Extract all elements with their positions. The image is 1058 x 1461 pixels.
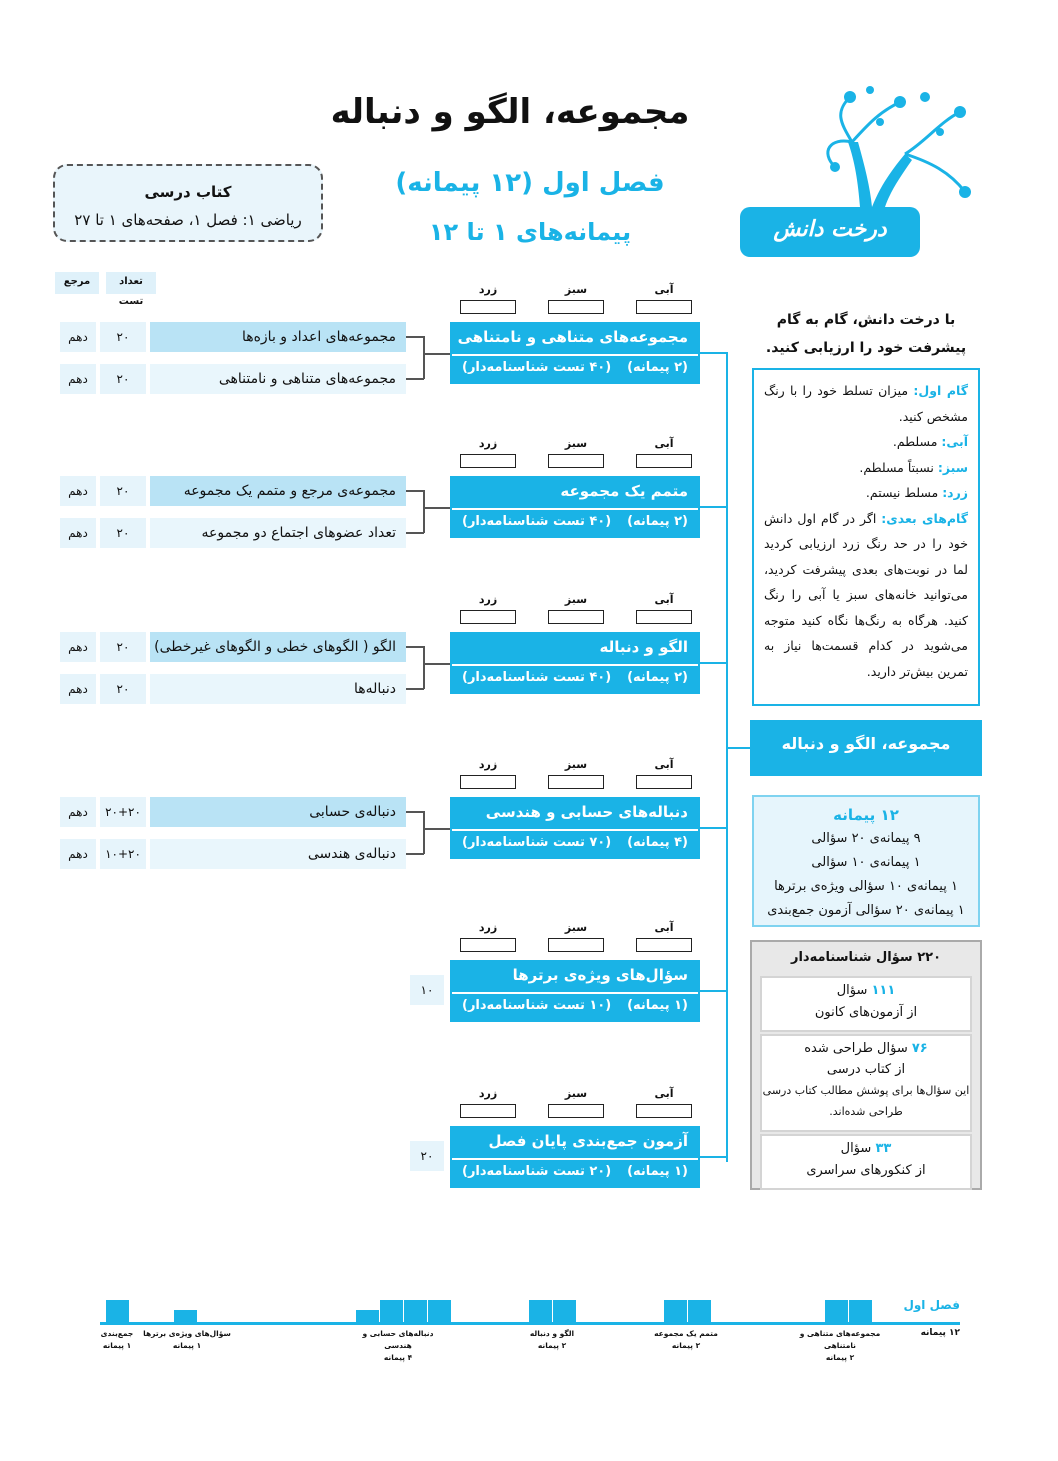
bracket-line xyxy=(406,853,424,855)
timeline-axis xyxy=(100,1322,960,1325)
timeline-item-name: دنباله‌های حسابی و هندسی xyxy=(362,1329,434,1350)
check-box-yellow[interactable] xyxy=(460,938,516,952)
timeline-unit xyxy=(664,1300,687,1322)
unit-range: پیمانه‌های ۱ تا ۱۲ xyxy=(428,218,632,246)
topic-count: ۲۰ xyxy=(100,322,146,352)
check-box-blue[interactable] xyxy=(636,610,692,624)
connector-line xyxy=(700,352,726,354)
topic-ref: دهم xyxy=(60,839,96,869)
timeline-unit xyxy=(106,1300,129,1322)
book-box xyxy=(760,1034,972,1132)
timeline-item-name: مجموعه‌های متناهی و نامتناهی xyxy=(799,1329,881,1350)
konkur-sub: از کنکورهای سراسری xyxy=(806,1163,926,1178)
textbook-ref: ریاضی ۱: فصل ۱، صفحه‌های ۱ تا ۲۷ xyxy=(74,211,302,229)
intro-text: با درخت دانش، گام به گام پیشرفت خود را ارزیابی کنید. xyxy=(765,312,967,356)
book-note: این سؤال‌ها برای پوشش مطالب کتاب درسی طراحی شده‌اند. xyxy=(762,1084,970,1118)
timeline-item-name: متمم یک مجموعه xyxy=(654,1329,718,1338)
check-box-yellow[interactable] xyxy=(460,775,516,789)
header-count: تعداد تست xyxy=(106,272,156,294)
check-label-blue: آبی xyxy=(654,1087,674,1100)
check-box-blue[interactable] xyxy=(636,775,692,789)
check-box-blue[interactable] xyxy=(636,300,692,314)
check-label-green: سبز xyxy=(564,921,588,934)
check-label-yellow: زرد xyxy=(478,283,498,296)
summary-line: ۹ پیمانه‌ی ۲۰ سؤالی xyxy=(811,831,921,846)
summary-line: ۱ پیمانه‌ی ۱۰ سؤالی ویژه‌ی برترها xyxy=(774,879,958,894)
timeline-label xyxy=(636,1328,736,1352)
check-label-green: سبز xyxy=(564,437,588,450)
check-box-green[interactable] xyxy=(548,300,604,314)
topic-name: مجموعه‌های اعداد و بازه‌ها xyxy=(150,322,406,352)
check-box-blue[interactable] xyxy=(636,454,692,468)
check-box-green[interactable] xyxy=(548,1104,604,1118)
check-box-yellow[interactable] xyxy=(460,1104,516,1118)
section-title: آزمون جمع‌بندی پایان فصل xyxy=(488,1132,688,1150)
bracket-line xyxy=(406,336,424,338)
timeline-item-units: ۲ پیمانه xyxy=(825,1353,855,1362)
timeline-total: ۱۲ پیمانه xyxy=(920,1328,960,1338)
timeline-unit xyxy=(529,1300,552,1322)
check-label-blue: آبی xyxy=(654,437,674,450)
side-title: مجموعه، الگو و دنباله xyxy=(750,720,982,776)
bracket-line xyxy=(406,646,424,648)
timeline-unit xyxy=(849,1300,872,1322)
topic-name: تعداد عضوهای اجتماع دو مجموعه xyxy=(150,518,406,548)
guide-blue-label: آبی: xyxy=(941,434,968,449)
timeline-unit xyxy=(356,1310,379,1322)
guide-box xyxy=(752,368,980,706)
section-divider xyxy=(452,1158,698,1160)
section-side-count: ۲۰ xyxy=(410,1141,444,1171)
timeline-item-name: جمع‌بندی xyxy=(100,1329,134,1338)
timeline-unit xyxy=(825,1300,848,1322)
topic-count: ۱۰+۲۰ xyxy=(100,839,146,869)
guide-yellow-label: زرد: xyxy=(942,485,968,500)
check-box-green[interactable] xyxy=(548,610,604,624)
check-box-green[interactable] xyxy=(548,938,604,952)
bracket-line xyxy=(423,336,425,379)
check-box-yellow[interactable] xyxy=(460,300,516,314)
connector-line xyxy=(700,506,726,508)
check-box-blue[interactable] xyxy=(636,1104,692,1118)
check-label-yellow: زرد xyxy=(478,1087,498,1100)
bracket-line xyxy=(423,663,450,665)
connector-line xyxy=(726,747,750,749)
section-tests: (۴۰ تست شناسنامه‌دار) xyxy=(462,360,612,375)
check-label-yellow: زرد xyxy=(478,437,498,450)
section-divider xyxy=(452,992,698,994)
section-divider xyxy=(452,664,698,666)
topic-name: دنباله‌ها xyxy=(150,674,406,704)
topic-ref: دهم xyxy=(60,518,96,548)
summary-line: ۱ پیمانه‌ی ۲۰ سؤالی آزمون جمع‌بندی xyxy=(767,903,965,918)
section-title: مجموعه‌های متناهی و نامتناهی xyxy=(457,328,688,346)
section-block xyxy=(450,797,700,859)
topic-ref: دهم xyxy=(60,674,96,704)
timeline-label xyxy=(348,1328,448,1364)
konkur-num: ۳۳ xyxy=(875,1141,892,1156)
section-title: سؤال‌های ویژه‌ی برترها xyxy=(512,966,688,984)
guide-step1-text: میزان تسلط خود را با رنگ مشخص کنید. xyxy=(764,383,968,424)
konkur-label: سؤال xyxy=(840,1141,872,1156)
check-label-blue: آبی xyxy=(654,593,674,606)
check-label-green: سبز xyxy=(564,758,588,771)
header-ref: مرجع xyxy=(55,272,99,294)
check-box-green[interactable] xyxy=(548,775,604,789)
connector-line xyxy=(700,662,726,664)
summary-line: ۱ پیمانه‌ی ۱۰ سؤالی xyxy=(811,855,921,870)
check-box-yellow[interactable] xyxy=(460,454,516,468)
timeline-unit xyxy=(380,1300,403,1322)
topic-ref: دهم xyxy=(60,364,96,394)
guide-step1-label: گام اول: xyxy=(913,383,968,398)
section-side-count: ۱۰ xyxy=(410,975,444,1005)
section-block xyxy=(450,476,700,538)
topic-name: الگو ( الگوهای خطی و الگوهای غیرخطی) xyxy=(150,632,406,662)
bracket-line xyxy=(406,811,424,813)
book-sub: از کتاب درسی xyxy=(826,1062,906,1077)
book-num: ۷۶ xyxy=(911,1041,928,1056)
topic-count: ۲۰ xyxy=(100,632,146,662)
timeline-label xyxy=(502,1328,602,1352)
check-label-yellow: زرد xyxy=(478,758,498,771)
kanoon-num: ۱۱۱ xyxy=(871,983,896,998)
bracket-line xyxy=(423,646,425,689)
check-label-blue: آبی xyxy=(654,921,674,934)
topic-ref: دهم xyxy=(60,476,96,506)
topic-ref: دهم xyxy=(60,632,96,662)
summary-title: ۱۲ پیمانه xyxy=(833,806,899,824)
topic-count: ۲۰ xyxy=(100,674,146,704)
bracket-line xyxy=(406,378,424,380)
check-box-yellow[interactable] xyxy=(460,610,516,624)
check-label-green: سبز xyxy=(564,593,588,606)
section-title: دنباله‌های حسابی و هندسی xyxy=(485,803,688,821)
timeline-unit xyxy=(428,1300,451,1322)
section-divider xyxy=(452,829,698,831)
section-units: (۲ پیمانه) xyxy=(627,360,688,375)
guide-green-label: سبز: xyxy=(937,459,968,475)
guide-blue-text: مسلطم. xyxy=(892,434,938,449)
konkur-box xyxy=(760,1134,972,1190)
topic-count: ۲۰ xyxy=(100,518,146,548)
guide-green-text: نسبتاً مسلطم. xyxy=(859,459,934,475)
topic-ref: دهم xyxy=(60,797,96,827)
connector-line xyxy=(700,1156,726,1158)
timeline-unit xyxy=(174,1310,197,1322)
section-divider xyxy=(452,508,698,510)
bracket-line xyxy=(406,688,424,690)
check-label-yellow: زرد xyxy=(478,593,498,606)
check-label-yellow: زرد xyxy=(478,921,498,934)
topic-ref: دهم xyxy=(60,322,96,352)
questions-title: ۲۲۰ سؤال شناسنامه‌دار xyxy=(790,950,942,965)
topic-count: ۲۰ xyxy=(100,476,146,506)
book-label: سؤال طراحی شده xyxy=(804,1041,908,1056)
bracket-line xyxy=(406,490,424,492)
section-title: متمم یک مجموعه xyxy=(560,482,688,500)
textbook-title: کتاب درسی xyxy=(144,183,232,201)
bracket-line xyxy=(406,532,424,534)
section-tests: (۱۰ تست شناسنامه‌دار) xyxy=(462,998,612,1013)
check-box-green[interactable] xyxy=(548,454,604,468)
guide-next-text: اگر در گام اول دانش خود را در حد رنگ زرد ارزیابی کردید لما در نوبت‌های بعدی پیشرفت کردید، می‌توانید خانه‌های سبز یا آبی را رنگ کنید. هرگاه به رنگ‌ها نگاه کنید متوجه می‌شوید در کدام قسمت‌ها نیاز به تمرین بیش‌تر دارید. xyxy=(764,510,968,679)
check-label-blue: آبی xyxy=(654,758,674,771)
summary-box xyxy=(752,795,980,927)
bracket-line xyxy=(423,353,450,355)
connector-line xyxy=(700,990,726,992)
section-units: (۲ پیمانه) xyxy=(627,670,688,685)
questions-box xyxy=(750,940,982,1190)
section-tests: (۴۰ تست شناسنامه‌دار) xyxy=(462,670,612,685)
section-block xyxy=(450,960,700,1022)
connector-line xyxy=(726,352,728,1162)
topic-name: دنباله‌ی هندسی xyxy=(150,839,406,869)
check-label-blue: آبی xyxy=(654,283,674,296)
section-units: (۲ پیمانه) xyxy=(627,514,688,529)
check-label-green: سبز xyxy=(564,1087,588,1100)
bracket-line xyxy=(423,490,425,533)
timeline-item-units: ۱ پیمانه xyxy=(102,1341,132,1350)
topic-count: ۲۰+۲۰ xyxy=(100,797,146,827)
timeline-item-units: ۴ پیمانه xyxy=(383,1353,413,1362)
section-block xyxy=(450,1126,700,1188)
timeline-label xyxy=(790,1328,890,1364)
check-box-blue[interactable] xyxy=(636,938,692,952)
section-units: (۱ پیمانه) xyxy=(627,1164,688,1179)
topic-name: دنباله‌ی حسابی xyxy=(150,797,406,827)
section-tests: (۲۰ تست شناسنامه‌دار) xyxy=(462,1164,612,1179)
tree-logo xyxy=(740,82,980,262)
topic-name: مجموعه‌ی مرجع و متمم یک مجموعه xyxy=(150,476,406,506)
timeline-unit xyxy=(553,1300,576,1322)
timeline-item-units: ۱ پیمانه xyxy=(172,1341,202,1350)
timeline-chapter: فصل اول xyxy=(903,1298,960,1312)
timeline-unit xyxy=(688,1300,711,1322)
timeline-item-name: الگو و دنباله xyxy=(529,1329,575,1338)
kanoon-label: سؤال xyxy=(836,983,868,998)
chapter-title: فصل اول (۱۲ پیمانه) xyxy=(395,168,665,198)
section-title: الگو و دنباله xyxy=(599,638,688,656)
check-label-green: سبز xyxy=(564,283,588,296)
topic-count: ۲۰ xyxy=(100,364,146,394)
timeline-item-units: ۲ پیمانه xyxy=(537,1341,567,1350)
section-block xyxy=(450,632,700,694)
topic-name: مجموعه‌های متناهی و نامتناهی xyxy=(150,364,406,394)
textbook-box xyxy=(53,164,323,242)
section-tests: (۴۰ تست شناسنامه‌دار) xyxy=(462,514,612,529)
timeline-item-units: ۲ پیمانه xyxy=(671,1341,701,1350)
section-tests: (۷۰ تست شناسنامه‌دار) xyxy=(462,835,612,850)
section-block xyxy=(450,322,700,384)
timeline-label xyxy=(67,1328,167,1352)
section-units: (۴ پیمانه) xyxy=(627,835,688,850)
page-title: مجموعه، الگو و دنباله xyxy=(330,92,690,132)
bracket-line xyxy=(423,811,425,854)
kanoon-box xyxy=(760,976,972,1032)
timeline-unit xyxy=(404,1300,427,1322)
section-units: (۱ پیمانه) xyxy=(627,998,688,1013)
bracket-line xyxy=(423,507,450,509)
section-divider xyxy=(452,354,698,356)
guide-next-label: گام‌های بعدی: xyxy=(881,510,968,526)
kanoon-sub: از آزمون‌های کانون xyxy=(814,1005,918,1020)
guide-yellow-text: مسلط نیستم. xyxy=(865,485,939,500)
bracket-line xyxy=(423,828,450,830)
logo-text: درخت دانش xyxy=(773,217,887,242)
timeline-item-name: سؤال‌های ویژه‌ی برترها xyxy=(143,1329,231,1338)
connector-line xyxy=(700,827,726,829)
